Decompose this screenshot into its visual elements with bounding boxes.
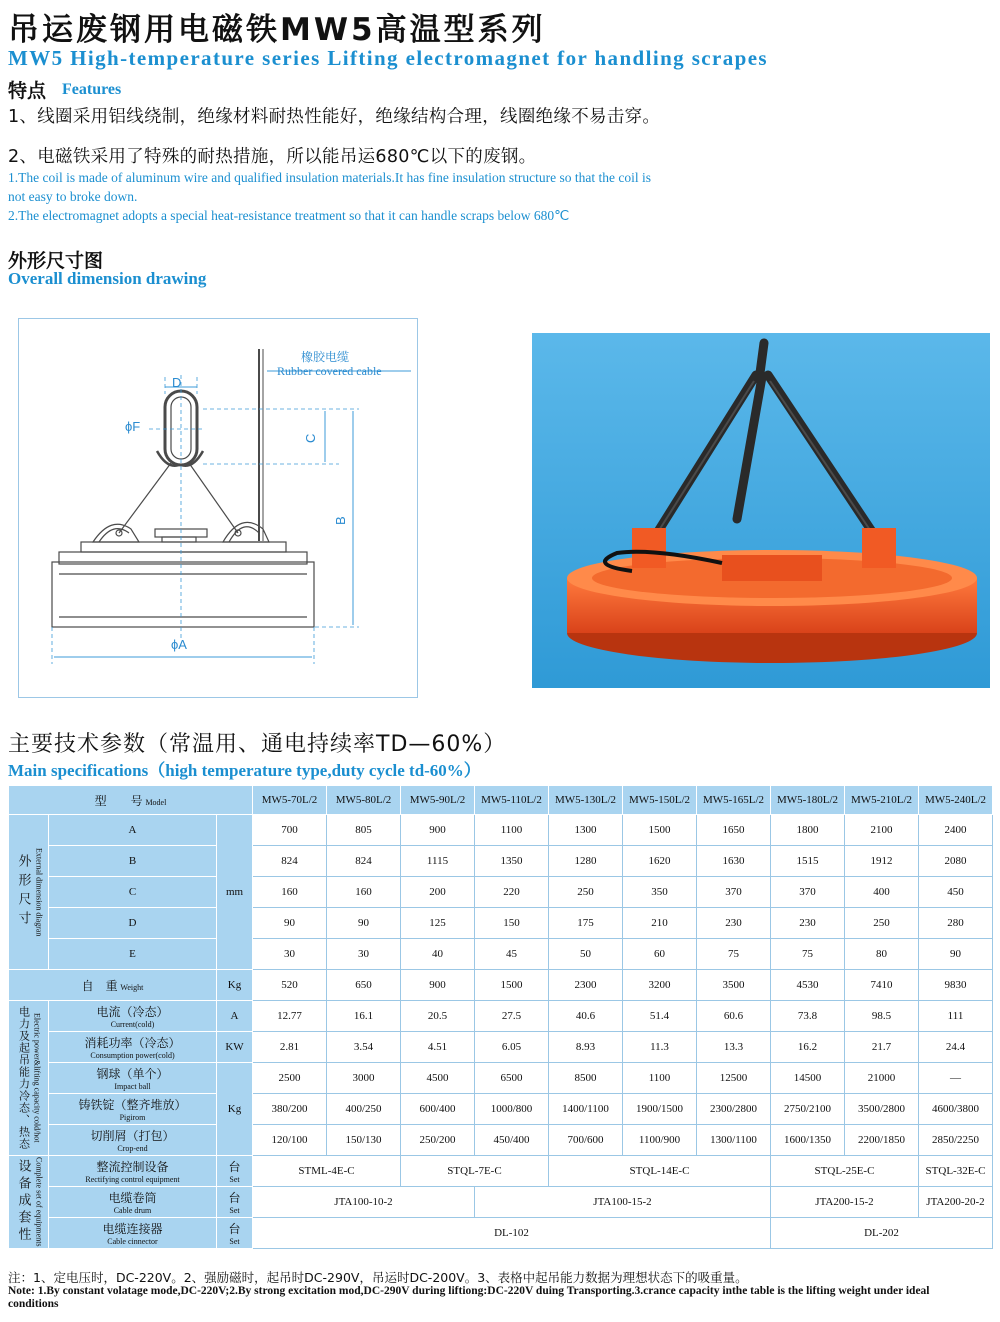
cell: 13.3 (697, 1032, 771, 1063)
pig-label-cn: 铸铁锭（整齐堆放） (78, 1098, 187, 1112)
connector-label-cn: 电缆连接器 (102, 1222, 163, 1236)
cell: 400 (845, 877, 919, 908)
model-cell: MW5-180L/2 (771, 786, 845, 815)
table-row (9, 815, 993, 846)
model-label-cn: 型 号 (94, 793, 143, 808)
table-row (9, 846, 993, 877)
pig-label (49, 1094, 217, 1125)
cell: 150/130 (327, 1125, 401, 1156)
cell: 150 (475, 908, 549, 939)
label-f: ϕF (125, 419, 141, 434)
cell: 230 (697, 908, 771, 939)
table-row (9, 877, 993, 908)
cell: 40.6 (549, 1001, 623, 1032)
cell: 370 (697, 877, 771, 908)
magnet-line-drawing (19, 319, 417, 697)
cell: 2750/2100 (771, 1094, 845, 1125)
cell: 824 (253, 846, 327, 877)
cell: 2300/2800 (697, 1094, 771, 1125)
cell: 4500 (401, 1063, 475, 1094)
cell: 824 (327, 846, 401, 877)
cell: 650 (327, 970, 401, 1001)
table-row (9, 908, 993, 939)
model-cell: MW5-70L/2 (253, 786, 327, 815)
table-row (9, 1001, 993, 1032)
cell: 400/250 (327, 1094, 401, 1125)
cell: 220 (475, 877, 549, 908)
page-title-cn: 吊运废钢用电磁铁MW5高温型系列 (8, 12, 546, 48)
feature-cn-2: 2、电磁铁采用了特殊的耐热措施，所以能吊运680℃以下的废钢。 (8, 147, 537, 167)
cell: STQL-32E-C (919, 1156, 993, 1187)
note-cn: 注：1、定电压时，DC-220V。2、强励磁时，起吊时DC-290V，吊运时DC-200V。3、表格中起吊能力数据为理想状态下的吸重量。 (8, 1270, 748, 1285)
weight-label (9, 970, 217, 1001)
cell: 3.54 (327, 1032, 401, 1063)
cell: 1912 (845, 846, 919, 877)
equip-group-cn: 设备成套性 (15, 1159, 31, 1245)
cell: 900 (401, 970, 475, 1001)
cell: 12.77 (253, 1001, 327, 1032)
cell: 60 (623, 939, 697, 970)
cell: 1400/1100 (549, 1094, 623, 1125)
weight-label-en: Weight (120, 982, 144, 992)
cell: 1900/1500 (623, 1094, 697, 1125)
cell: 370 (771, 877, 845, 908)
current-label (49, 1001, 217, 1032)
feature-cn-1: 1、线圈采用铝线绕制，绝缘材料耐热性能好，绝缘结构合理，线圈绝缘不易击穿。 (8, 107, 661, 127)
table-row (9, 970, 993, 1001)
cell: 24.4 (919, 1032, 993, 1063)
unit-kg-capacity: Kg (217, 1063, 253, 1156)
cell: 98.5 (845, 1001, 919, 1032)
model-cell: MW5-210L/2 (845, 786, 919, 815)
cell: 1100 (623, 1063, 697, 1094)
ext-group-en: External dimension diagran (34, 847, 44, 937)
unit-set-cn: 台 (228, 1191, 241, 1205)
cell: 75 (771, 939, 845, 970)
model-cell: MW5-240L/2 (919, 786, 993, 815)
cell: DL-202 (771, 1218, 993, 1249)
cell: 1000/800 (475, 1094, 549, 1125)
ext-group-cell (9, 815, 49, 970)
cell: 200 (401, 877, 475, 908)
rectifier-label (49, 1156, 217, 1187)
cell: 1115 (401, 846, 475, 877)
cell: 250 (845, 908, 919, 939)
cell: 2.81 (253, 1032, 327, 1063)
cell: 2080 (919, 846, 993, 877)
feature-en-2: 2.The electromagnet adopts a special heat-resistance treatment so that it can handle scraps below 680℃ (8, 208, 570, 223)
cell: 75 (697, 939, 771, 970)
cell: 6500 (475, 1063, 549, 1094)
equip-group-cell (9, 1156, 49, 1249)
cell: 250/200 (401, 1125, 475, 1156)
cell: 51.4 (623, 1001, 697, 1032)
label-a: ϕA (171, 637, 187, 652)
features-heading-cn: 特点 (8, 80, 47, 102)
cell: 11.3 (623, 1032, 697, 1063)
cell: 90 (327, 908, 401, 939)
electromagnet-photo (532, 333, 990, 688)
spec-table (8, 785, 993, 1249)
cell: 3500/2800 (845, 1094, 919, 1125)
cell: 1600/1350 (771, 1125, 845, 1156)
model-cell: MW5-110L/2 (475, 786, 549, 815)
cell: 280 (919, 908, 993, 939)
cell: 520 (253, 970, 327, 1001)
cell: JTA200-20-2 (919, 1187, 993, 1218)
cell: 160 (253, 877, 327, 908)
cell: 14500 (771, 1063, 845, 1094)
weight-label-cn: 自 重 (81, 978, 118, 993)
note-en: Note: 1.By constant volatage mode,DC-220V;2.By strong excitation mod,DC-290V during liftiong:DC-220V duing Transporting.3.crance capacity inthe table is the lifting weight under ideal conditions (8, 1285, 930, 1310)
row-label: A (49, 815, 217, 846)
cable-label-cn: 橡胶电缆 (301, 350, 350, 364)
cell: 350 (623, 877, 697, 908)
cell: 4.51 (401, 1032, 475, 1063)
table-row (9, 1187, 993, 1218)
row-label: B (49, 846, 217, 877)
cell: 210 (623, 908, 697, 939)
cell: 16.1 (327, 1001, 401, 1032)
cell: 1300 (549, 815, 623, 846)
cell: 1800 (771, 815, 845, 846)
unit-mm: mm (217, 815, 253, 970)
cell: 2500 (253, 1063, 327, 1094)
unit-set (217, 1187, 253, 1218)
specs-heading-cn: 主要技术参数（常温用、通电持续率TD—60%） (8, 732, 507, 757)
cell: 1280 (549, 846, 623, 877)
cell: 160 (327, 877, 401, 908)
pig-label-en: Pigirom (119, 1113, 146, 1122)
unit-a: A (217, 1001, 253, 1032)
cell: 90 (919, 939, 993, 970)
cell: 700 (253, 815, 327, 846)
cell: 6.05 (475, 1032, 549, 1063)
rectifier-label-cn: 整流控制设备 (96, 1160, 169, 1174)
power-group-cn: 电力及起吊能力冷态、热态 (17, 1006, 31, 1150)
cell: 2100 (845, 815, 919, 846)
drum-label (49, 1187, 217, 1218)
cell: 175 (549, 908, 623, 939)
cell: 4530 (771, 970, 845, 1001)
ext-group-cn: 外形尺寸 (15, 853, 31, 930)
cable-label-en: Rubber covered cable (277, 364, 382, 378)
cell: 1630 (697, 846, 771, 877)
cell: STQL-7E-C (401, 1156, 549, 1187)
cell: DL-102 (253, 1218, 771, 1249)
cell: 50 (549, 939, 623, 970)
cell: 20.5 (401, 1001, 475, 1032)
cell: JTA100-15-2 (475, 1187, 771, 1218)
cell: 2200/1850 (845, 1125, 919, 1156)
cell: 4600/3800 (919, 1094, 993, 1125)
table-row (9, 1218, 993, 1249)
cell: 7410 (845, 970, 919, 1001)
unit-kg: Kg (217, 970, 253, 1001)
power-label-cn: 消耗功率（冷态） (84, 1036, 181, 1050)
table-row (9, 1125, 993, 1156)
features-heading-en: Features (62, 81, 122, 98)
cell: 1620 (623, 846, 697, 877)
power-label-en: Consumption power(cold) (90, 1051, 175, 1060)
unit-set-cn: 台 (228, 1160, 241, 1174)
model-cell: MW5-150L/2 (623, 786, 697, 815)
row-label: C (49, 877, 217, 908)
crop-label-en: Crop-end (117, 1144, 148, 1153)
header-row (9, 786, 993, 815)
table-row (9, 1094, 993, 1125)
power-group-cell (9, 1001, 49, 1156)
cell: 450 (919, 877, 993, 908)
drum-label-cn: 电缆卷筒 (108, 1191, 157, 1205)
equip-group-en: Complete set of equipments (34, 1157, 44, 1247)
rectifier-label-en: Rectifying control equipment (85, 1175, 180, 1184)
cell: 45 (475, 939, 549, 970)
cell: 73.8 (771, 1001, 845, 1032)
unit-set (217, 1218, 253, 1249)
cell: 120/100 (253, 1125, 327, 1156)
label-c: C (303, 433, 318, 443)
row-label: E (49, 939, 217, 970)
cell: STQL-25E-C (771, 1156, 919, 1187)
cell: 900 (401, 815, 475, 846)
cell: 90 (253, 908, 327, 939)
cell: 21.7 (845, 1032, 919, 1063)
cell: STML-4E-C (253, 1156, 401, 1187)
unit-set-cn: 台 (228, 1222, 241, 1236)
model-cell: MW5-80L/2 (327, 786, 401, 815)
row-label: D (49, 908, 217, 939)
cell: 450/400 (475, 1125, 549, 1156)
cell: 30 (327, 939, 401, 970)
cell: 8500 (549, 1063, 623, 1094)
model-cell: MW5-130L/2 (549, 786, 623, 815)
power-group-en: Electric power&lifting capacity cold/hot (32, 1013, 42, 1143)
label-d: D (172, 375, 182, 390)
cell: 380/200 (253, 1094, 327, 1125)
cell: 111 (919, 1001, 993, 1032)
cell: 230 (771, 908, 845, 939)
cell: 1100 (475, 815, 549, 846)
page-title-en: MW5 High-temperature series Lifting electromagnet for handling scrapes (8, 46, 768, 70)
ball-label-cn: 钢球（单个） (96, 1067, 169, 1081)
specs-heading-en: Main specifications（high temperature type,duty cycle td-60%） (8, 761, 481, 780)
cell: 2400 (919, 815, 993, 846)
dimension-heading-cn: 外形尺寸图 (8, 250, 104, 272)
cell: 250 (549, 877, 623, 908)
product-photo (532, 333, 990, 688)
cell: JTA200-15-2 (771, 1187, 919, 1218)
cell: JTA100-10-2 (253, 1187, 475, 1218)
power-label (49, 1032, 217, 1063)
current-label-en: Current(cold) (110, 1020, 155, 1029)
cell: — (919, 1063, 993, 1094)
crop-label (49, 1125, 217, 1156)
cell: 2850/2250 (919, 1125, 993, 1156)
crop-label-cn: 切削屑（打包） (90, 1129, 175, 1143)
ball-label-en: Impact ball (114, 1082, 151, 1091)
cell: 125 (401, 908, 475, 939)
table-row (9, 1032, 993, 1063)
table-row (9, 1063, 993, 1094)
cell: 9830 (919, 970, 993, 1001)
cell: 1515 (771, 846, 845, 877)
cell: 16.2 (771, 1032, 845, 1063)
model-cell: MW5-90L/2 (401, 786, 475, 815)
cell: STQL-14E-C (549, 1156, 771, 1187)
table-row (9, 1156, 993, 1187)
cell: 12500 (697, 1063, 771, 1094)
cell: 1100/900 (623, 1125, 697, 1156)
cell: 805 (327, 815, 401, 846)
dimension-drawing (18, 318, 418, 698)
unit-set-en: Set (229, 1237, 240, 1246)
feature-en-1b: not easy to broke down. (8, 189, 138, 204)
unit-set-en: Set (229, 1175, 240, 1184)
cell: 1300/1100 (697, 1125, 771, 1156)
feature-en-1a: 1.The coil is made of aluminum wire and qualified insulation materials.It has fine insulation structure so that the coil is (8, 170, 651, 185)
table-row (9, 939, 993, 970)
cell: 3200 (623, 970, 697, 1001)
cell: 1350 (475, 846, 549, 877)
cell: 8.93 (549, 1032, 623, 1063)
label-b: B (333, 516, 348, 525)
dimension-heading-en: Overall dimension drawing (8, 269, 207, 288)
drum-label-en: Cable drum (113, 1206, 152, 1215)
connector-label (49, 1218, 217, 1249)
unit-set-en: Set (229, 1206, 240, 1215)
cell: 30 (253, 939, 327, 970)
cell: 40 (401, 939, 475, 970)
cell: 80 (845, 939, 919, 970)
cell: 2300 (549, 970, 623, 1001)
cell: 3000 (327, 1063, 401, 1094)
cell: 600/400 (401, 1094, 475, 1125)
model-cell: MW5-165L/2 (697, 786, 771, 815)
unit-set (217, 1156, 253, 1187)
connector-label-en: Cable cinnector (107, 1237, 158, 1246)
model-label-en: Model (145, 797, 167, 807)
cell: 1500 (475, 970, 549, 1001)
unit-kw: KW (217, 1032, 253, 1063)
model-header (9, 786, 253, 815)
ball-label (49, 1063, 217, 1094)
current-label-cn: 电流（冷态） (96, 1005, 169, 1019)
cell: 21000 (845, 1063, 919, 1094)
cell: 1500 (623, 815, 697, 846)
cell: 27.5 (475, 1001, 549, 1032)
cell: 700/600 (549, 1125, 623, 1156)
cell: 60.6 (697, 1001, 771, 1032)
cell: 3500 (697, 970, 771, 1001)
cell: 1650 (697, 815, 771, 846)
